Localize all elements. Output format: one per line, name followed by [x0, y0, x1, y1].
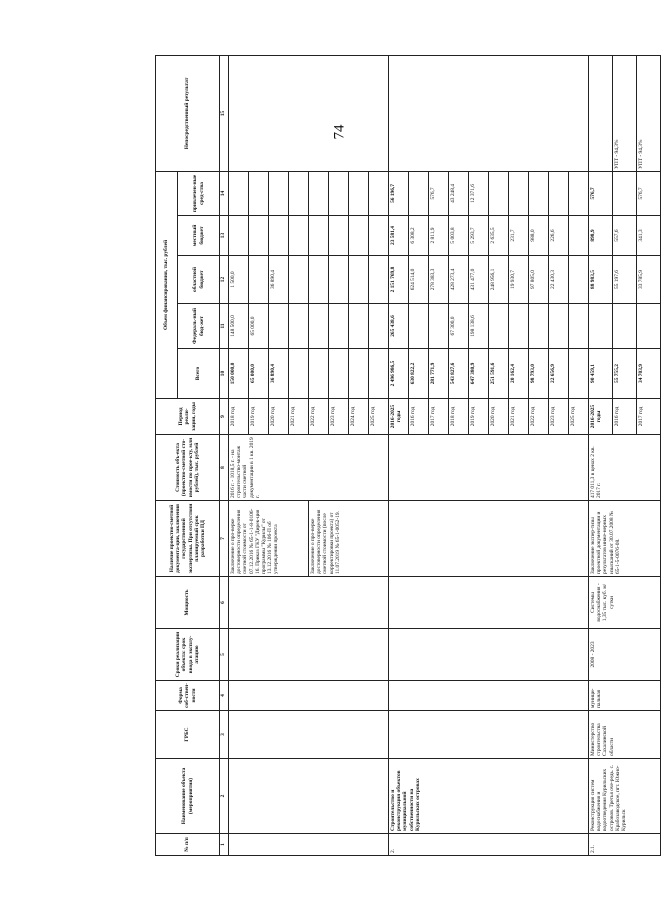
total-cell: 98 793,0 [529, 349, 549, 399]
column-number: 12 [220, 256, 229, 304]
header-cost: Стоимость объ-екта (проектно-сметной сто-имости по прое-кту, млн рублей), тыс. рублей [156, 435, 220, 501]
total-cell: 20 162,4 [509, 349, 529, 399]
regional-cell: 624 514,0 [409, 256, 429, 304]
column-number: 8 [220, 435, 229, 501]
year-cell: 2016 год [409, 399, 429, 435]
object-name-cell: Реконструкция систем водоснабжения и водоотведения Курильских островов. Третья оче-редь. с. Крабозаводское, пгт. Южно-Курильск [589, 759, 661, 834]
regional-cell: 428 273,4 [449, 256, 469, 304]
attracted-cell [569, 171, 589, 215]
federal-cell [589, 304, 613, 349]
regional-cell [309, 256, 329, 304]
row-num-cell: 2. [389, 834, 589, 856]
header-regional: областной бюджет [178, 256, 220, 304]
block2-body [389, 55, 589, 855]
local-cell [289, 216, 309, 256]
federal-cell [529, 304, 549, 349]
year-cell: 2022 год [529, 399, 549, 435]
regional-cell: 55 197,6 [613, 256, 637, 304]
col-capacity [389, 577, 589, 629]
ownership-cell: муници-пальная [589, 681, 661, 711]
federal-cell: 67 300,0 [449, 304, 469, 349]
local-cell [349, 216, 369, 256]
attracted-cell: 576,7 [429, 171, 449, 215]
column-number: 4 [220, 681, 229, 711]
rotated-table-container [155, 56, 644, 856]
regional-cell: 88 983,5 [589, 256, 613, 304]
local-cell: 23 581,4 [389, 216, 409, 256]
federal-cell [637, 304, 661, 349]
federal-cell: 265 438,6 [389, 304, 409, 349]
header-grbs: ГРБС [156, 711, 220, 759]
year-cell: 2022 год [309, 399, 329, 435]
regional-cell [289, 256, 309, 304]
header-attracted: привлечен-ные сред-ства [178, 171, 220, 215]
object-name-cell: Строительство и реконструкция объектов муниципальной собственности на Курильских островах [389, 759, 589, 834]
federal-cell [269, 304, 289, 349]
total-cell: 150 000,0 [229, 349, 249, 399]
local-cell: 988,0 [529, 216, 549, 256]
federal-cell [509, 304, 529, 349]
local-cell [329, 216, 349, 256]
local-cell: 5 003,8 [449, 216, 469, 256]
attracted-cell [329, 171, 349, 215]
year-cell: 2021 год [509, 399, 529, 435]
attracted-cell: 56 196,7 [389, 171, 409, 215]
year-cell: 2020 год [489, 399, 509, 435]
header-result: Непосредственный результат [156, 55, 220, 171]
year-cell: 2016 год [613, 399, 637, 435]
regional-cell: 33 785,9 [637, 256, 661, 304]
column-number: 11 [220, 304, 229, 349]
total-cell [349, 349, 369, 399]
regional-cell: 2 151 769,8 [389, 256, 409, 304]
cost-cell: 417 011,3 в ценах 2 кв. 2017 г. [589, 435, 661, 501]
column-number: 9 [220, 399, 229, 435]
federal-cell [289, 304, 309, 349]
col-name [229, 759, 389, 834]
header-num: № п/п [156, 834, 220, 856]
header-total: Всего [178, 349, 220, 399]
capacity-cell: Системы водоснабжения - 1,35 тыс. куб. м/сутки [589, 577, 661, 629]
block1-body [229, 55, 389, 855]
total-cell: 22 656,9 [549, 349, 569, 399]
local-cell: 226,6 [549, 216, 569, 256]
header-local: местный бюджет [178, 216, 220, 256]
federal-cell [409, 304, 429, 349]
year-cell: 2023 год [549, 399, 569, 435]
col-period [389, 629, 589, 681]
year-cell: 2016-2025 годы [589, 399, 613, 435]
column-number: 3 [220, 711, 229, 759]
federal-cell [569, 304, 589, 349]
col-grbs [389, 711, 589, 759]
year-cell: 2020 год [269, 399, 289, 435]
federal-cell [349, 304, 369, 349]
column-number: 13 [220, 216, 229, 256]
attracted-cell: 12 371,6 [469, 171, 489, 215]
regional-cell: 19 930,7 [509, 256, 529, 304]
total-cell [289, 349, 309, 399]
year-cell: 2024 год [349, 399, 369, 435]
total-cell [569, 349, 589, 399]
col-capacity [229, 577, 389, 629]
total-cell: 647 380,9 [469, 349, 489, 399]
total-cell: 281 771,9 [429, 349, 449, 399]
federal-cell [329, 304, 349, 349]
attracted-cell [613, 171, 637, 215]
header-capacity: Мощность [156, 577, 220, 629]
regional-cell: 278 383,3 [429, 256, 449, 304]
regional-cell [349, 256, 369, 304]
federal-cell: 65 000,0 [249, 304, 269, 349]
total-cell [329, 349, 349, 399]
local-cell: 6 308,2 [409, 216, 429, 256]
year-cell: 2025 год [369, 399, 389, 435]
column-number: 5 [220, 629, 229, 681]
local-cell: 5 293,7 [469, 216, 489, 256]
regional-cell: 22 430,3 [549, 256, 569, 304]
local-cell [369, 216, 389, 256]
result-cell [229, 55, 389, 171]
result-cell: УПТ - 94,3% [613, 55, 637, 171]
header-financing: Объем финансирования, тыс. рублей [156, 171, 178, 398]
local-cell [309, 216, 329, 256]
column-number: 6 [220, 577, 229, 629]
local-cell [229, 216, 249, 256]
federal-cell: 148 500,0 [229, 304, 249, 349]
attracted-cell [549, 171, 569, 215]
year-cell: 2016-2025 годы [389, 399, 409, 435]
attracted-cell [509, 171, 529, 215]
col-cost [389, 435, 589, 501]
row-num-cell: 2.1. [589, 834, 661, 856]
attracted-cell [309, 171, 329, 215]
year-cell: 2018 год [449, 399, 469, 435]
header-federal: Федераль-ный бюд-жет [178, 304, 220, 349]
local-cell: 231,7 [509, 216, 529, 256]
regional-cell: 97 805,0 [529, 256, 549, 304]
column-number: 14 [220, 171, 229, 215]
year-cell: 2023 год [329, 399, 349, 435]
year-cell: 2017 год [429, 399, 449, 435]
attracted-cell: 576,7 [589, 171, 613, 215]
block3-body [589, 55, 661, 855]
attracted-cell [409, 171, 429, 215]
attracted-cell [269, 171, 289, 215]
local-cell [249, 216, 269, 256]
column-number: 2 [220, 759, 229, 834]
attracted-cell [369, 171, 389, 215]
col-period [229, 629, 389, 681]
local-cell: 898,9 [589, 216, 613, 256]
column-number: 15 [220, 55, 229, 171]
year-cell: 2018 год [229, 399, 249, 435]
federal-cell: 198 138,6 [469, 304, 489, 349]
attracted-cell: 576,7 [637, 171, 661, 215]
federal-cell [489, 304, 509, 349]
attracted-cell: 43 248,4 [449, 171, 469, 215]
grbs-cell: Министерство строительства Сахалинской области [589, 711, 661, 759]
total-cell: 90 459,1 [589, 349, 613, 399]
design-doc-cell: Заключение экспер-тизы проектной документации и результатов инже-нерных изысканий от 30.07.2008 № 65-1-5-0076-08. [589, 501, 661, 577]
federal-cell [309, 304, 329, 349]
federal-cell [613, 304, 637, 349]
header-period: Сроки реализации объекта: срок ввода в эксплу-атацию [156, 629, 220, 681]
attracted-cell [529, 171, 549, 215]
total-cell: 55 755,2 [613, 349, 637, 399]
regional-cell [369, 256, 389, 304]
attracted-cell [249, 171, 269, 215]
total-cell: 2 496 986,5 [389, 349, 409, 399]
local-cell: 2 811,9 [429, 216, 449, 256]
result-cell: УПТ - 94,3% [637, 55, 661, 171]
total-cell: 34 703,9 [637, 349, 661, 399]
year-cell: 2025 год [569, 399, 589, 435]
regional-cell: 431 477,0 [469, 256, 489, 304]
attracted-cell [289, 171, 309, 215]
total-cell [309, 349, 329, 399]
column-number: 1 [220, 834, 229, 856]
table-row [229, 55, 249, 855]
col-num [229, 834, 389, 856]
column-number: 10 [220, 349, 229, 399]
year-cell: 2017 год [637, 399, 661, 435]
table-row [589, 55, 613, 855]
table-row [389, 55, 409, 855]
design-doc-cell: Заключение о про-верке достоверности определения сметной стоимости от 07.12.2016 № 65-1-1-8-0106-16. Приказ ГКУ "Дирек-ция программы "Курилы" от 13.12.2016 № 106-П об утверждении проекта [229, 501, 309, 577]
cost-cell: 2016 г. - 1018,5 г. - на строительство-монтаж части сметной документации в 1 кв. 2019 г. [229, 435, 389, 501]
local-cell: 2 635,5 [489, 216, 509, 256]
header-name: Наименование объекта (мероприятия) [156, 759, 220, 834]
federal-cell [369, 304, 389, 349]
page-number: 74 [331, 124, 348, 140]
total-cell [369, 349, 389, 399]
result-cell [589, 55, 613, 171]
total-cell: 65 000,0 [249, 349, 269, 399]
header-design-doc: Наличие проектно-сметной документа-ции, заключения государственной экспертизы. При отсутствии планируемый срок разработки ПД [156, 501, 220, 577]
total-cell: 543 827,6 [449, 349, 469, 399]
local-cell: 557,6 [613, 216, 637, 256]
attracted-cell [349, 171, 369, 215]
regional-cell [329, 256, 349, 304]
column-number: 7 [220, 501, 229, 577]
local-cell [269, 216, 289, 256]
col-ownership [389, 681, 589, 711]
col-grbs [229, 711, 389, 759]
federal-cell [549, 304, 569, 349]
attracted-cell [489, 171, 509, 215]
header-ownership: Форма соб-ствен-ности [156, 681, 220, 711]
regional-cell [249, 256, 269, 304]
regional-cell: 1 500,0 [229, 256, 249, 304]
col-design-doc [389, 501, 589, 577]
header-years: Период реали-зации, годы [156, 399, 220, 435]
attracted-cell [229, 171, 249, 215]
local-cell [569, 216, 589, 256]
federal-cell [429, 304, 449, 349]
total-cell: 251 591,6 [489, 349, 509, 399]
result-cell [389, 55, 589, 171]
period-cell: 2008 - 2023 [589, 629, 661, 681]
column-number-row [220, 55, 229, 855]
regional-cell [569, 256, 589, 304]
year-cell: 2021 год [289, 399, 309, 435]
total-cell: 630 822,2 [409, 349, 429, 399]
regional-cell: 36 890,4 [269, 256, 289, 304]
regional-cell: 248 956,1 [489, 256, 509, 304]
total-cell: 36 890,4 [269, 349, 289, 399]
financing-table [155, 55, 661, 856]
year-cell: 2019 год [249, 399, 269, 435]
local-cell: 341,3 [637, 216, 661, 256]
design-doc-cell: Заключение о про-верке достоверности определения сметной стоимости (после корректировки проекта) от 11.07.2019 № 65-1-0052-19. [309, 501, 389, 577]
year-cell: 2019 год [469, 399, 489, 435]
col-ownership [229, 681, 389, 711]
